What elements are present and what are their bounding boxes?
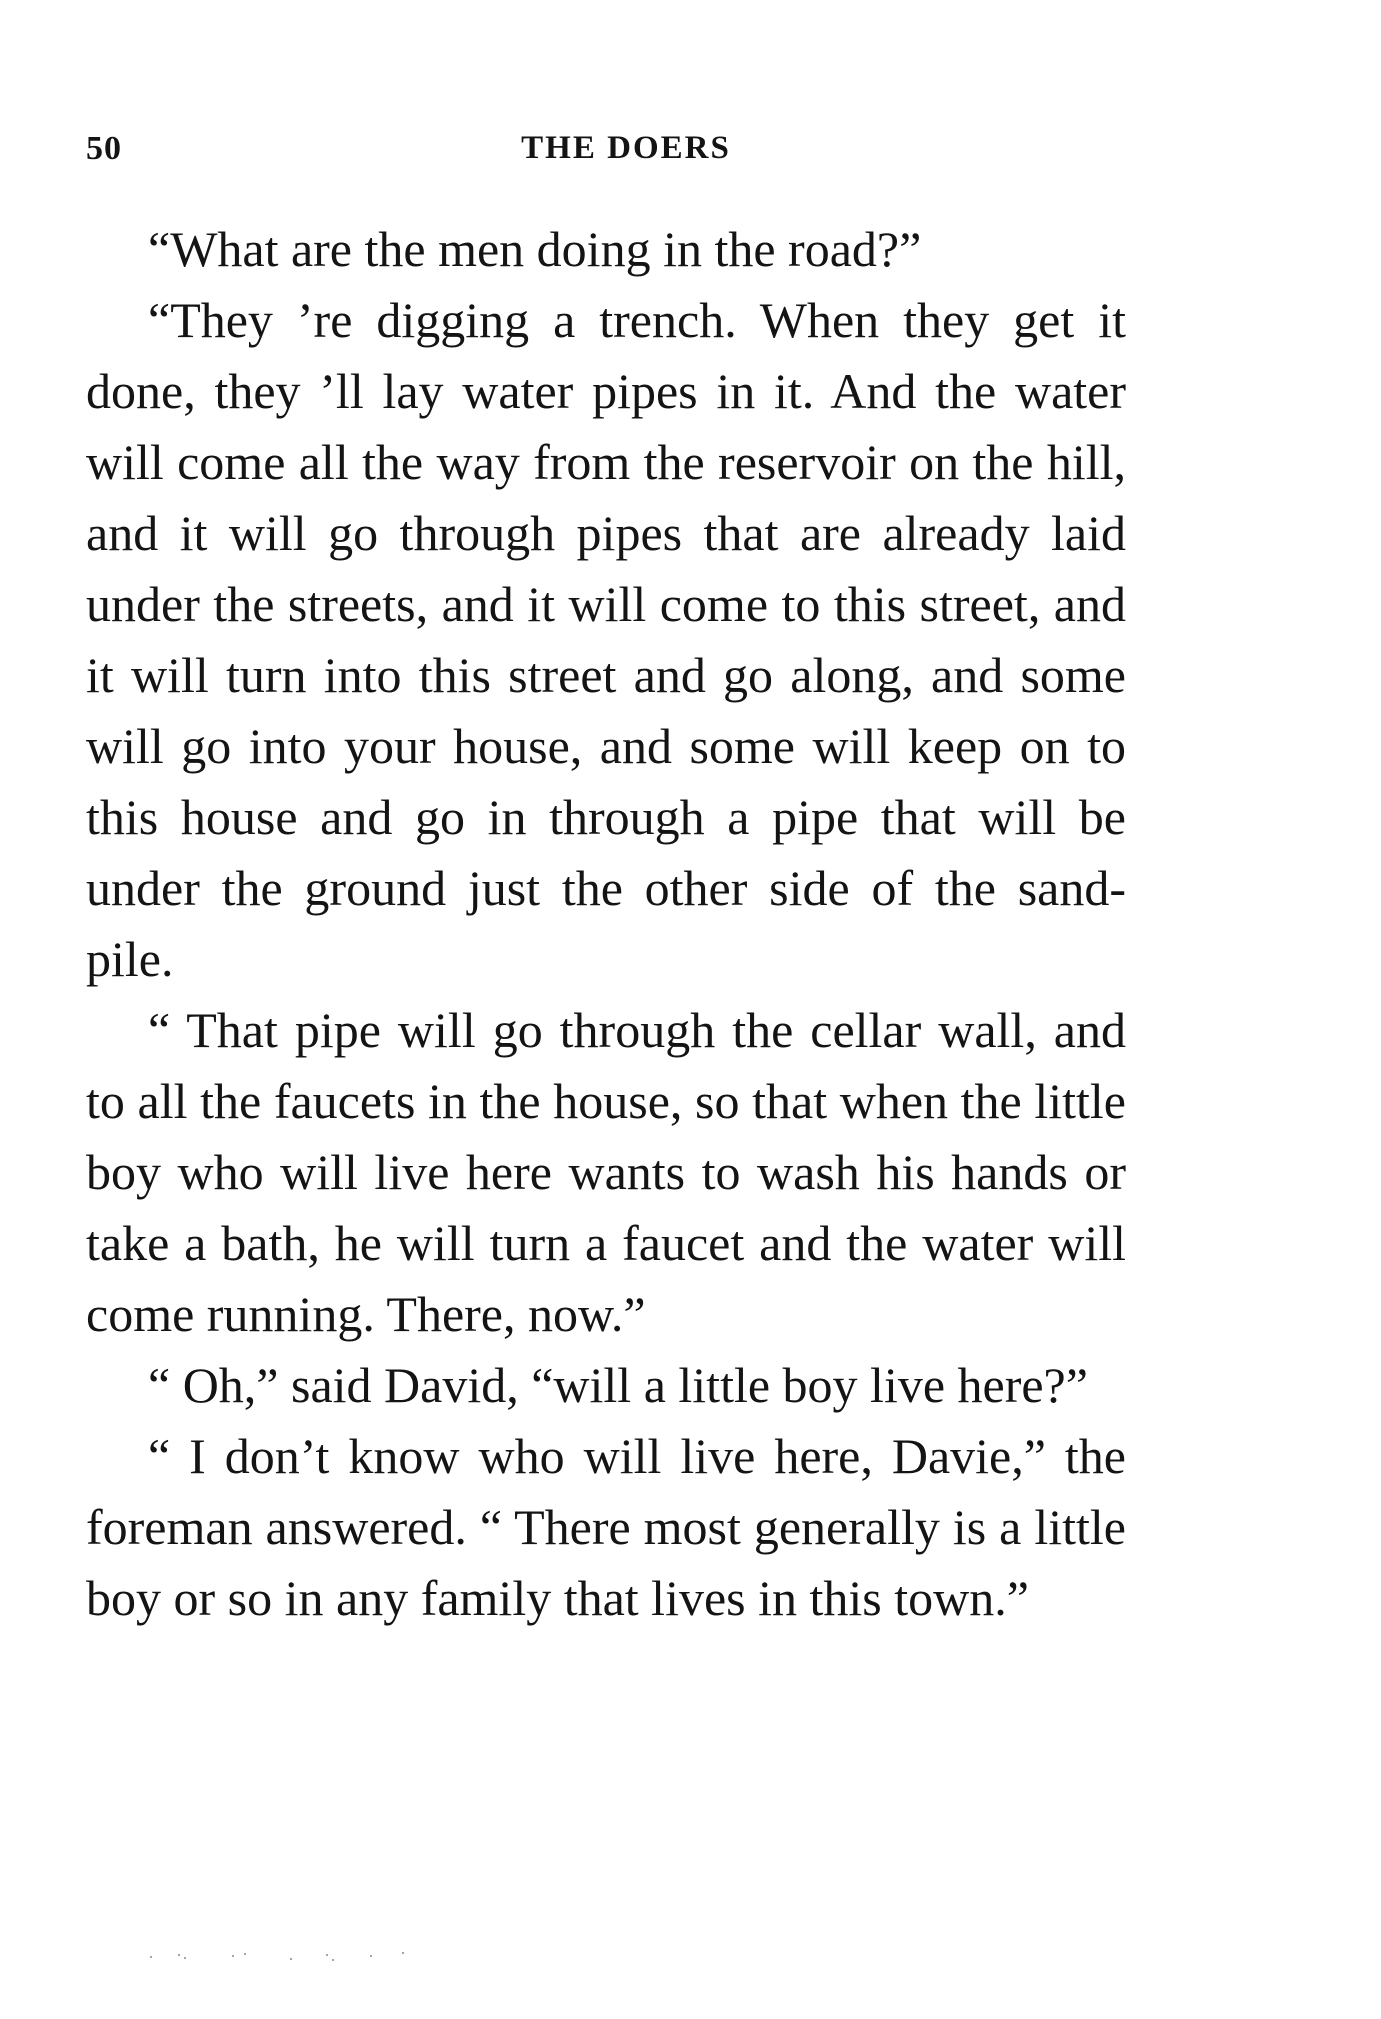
- paragraph: “What are the men doing in the road?”: [148, 221, 922, 277]
- paragraph: “They ’re digging a trench. When they get it done, they ’ll lay water pipes in it. And the water will come all the way from the reservoir on the hill, and it will go through pipes that are already laid under the streets, and it will come to this street, and it will turn into this street and go along, and some will go into your house, and some will keep on to this house and go in through a pipe that will be under the ground just the other side of the sand-pile.: [86, 292, 1126, 987]
- body-text: [86, 214, 1126, 1634]
- paragraph: “ I don’t know who will live here, Davie,” the foreman answered. “ There most generally is a little boy or so in any family that lives in this town.”: [86, 1428, 1126, 1626]
- running-head: [86, 130, 1126, 180]
- print-speckles: [140, 1950, 440, 1964]
- paragraph: “ That pipe will go through the cellar wall, and to all the faucets in the house, so that when the little boy who will live here wants to wash his hands or take a bath, he will turn a faucet and the water will come running. There, now.”: [86, 1002, 1126, 1342]
- page-number: 50: [86, 130, 122, 167]
- running-title: THE DOERS: [521, 130, 731, 166]
- paragraph: “ Oh,” said David, “will a little boy live here?”: [148, 1357, 1088, 1413]
